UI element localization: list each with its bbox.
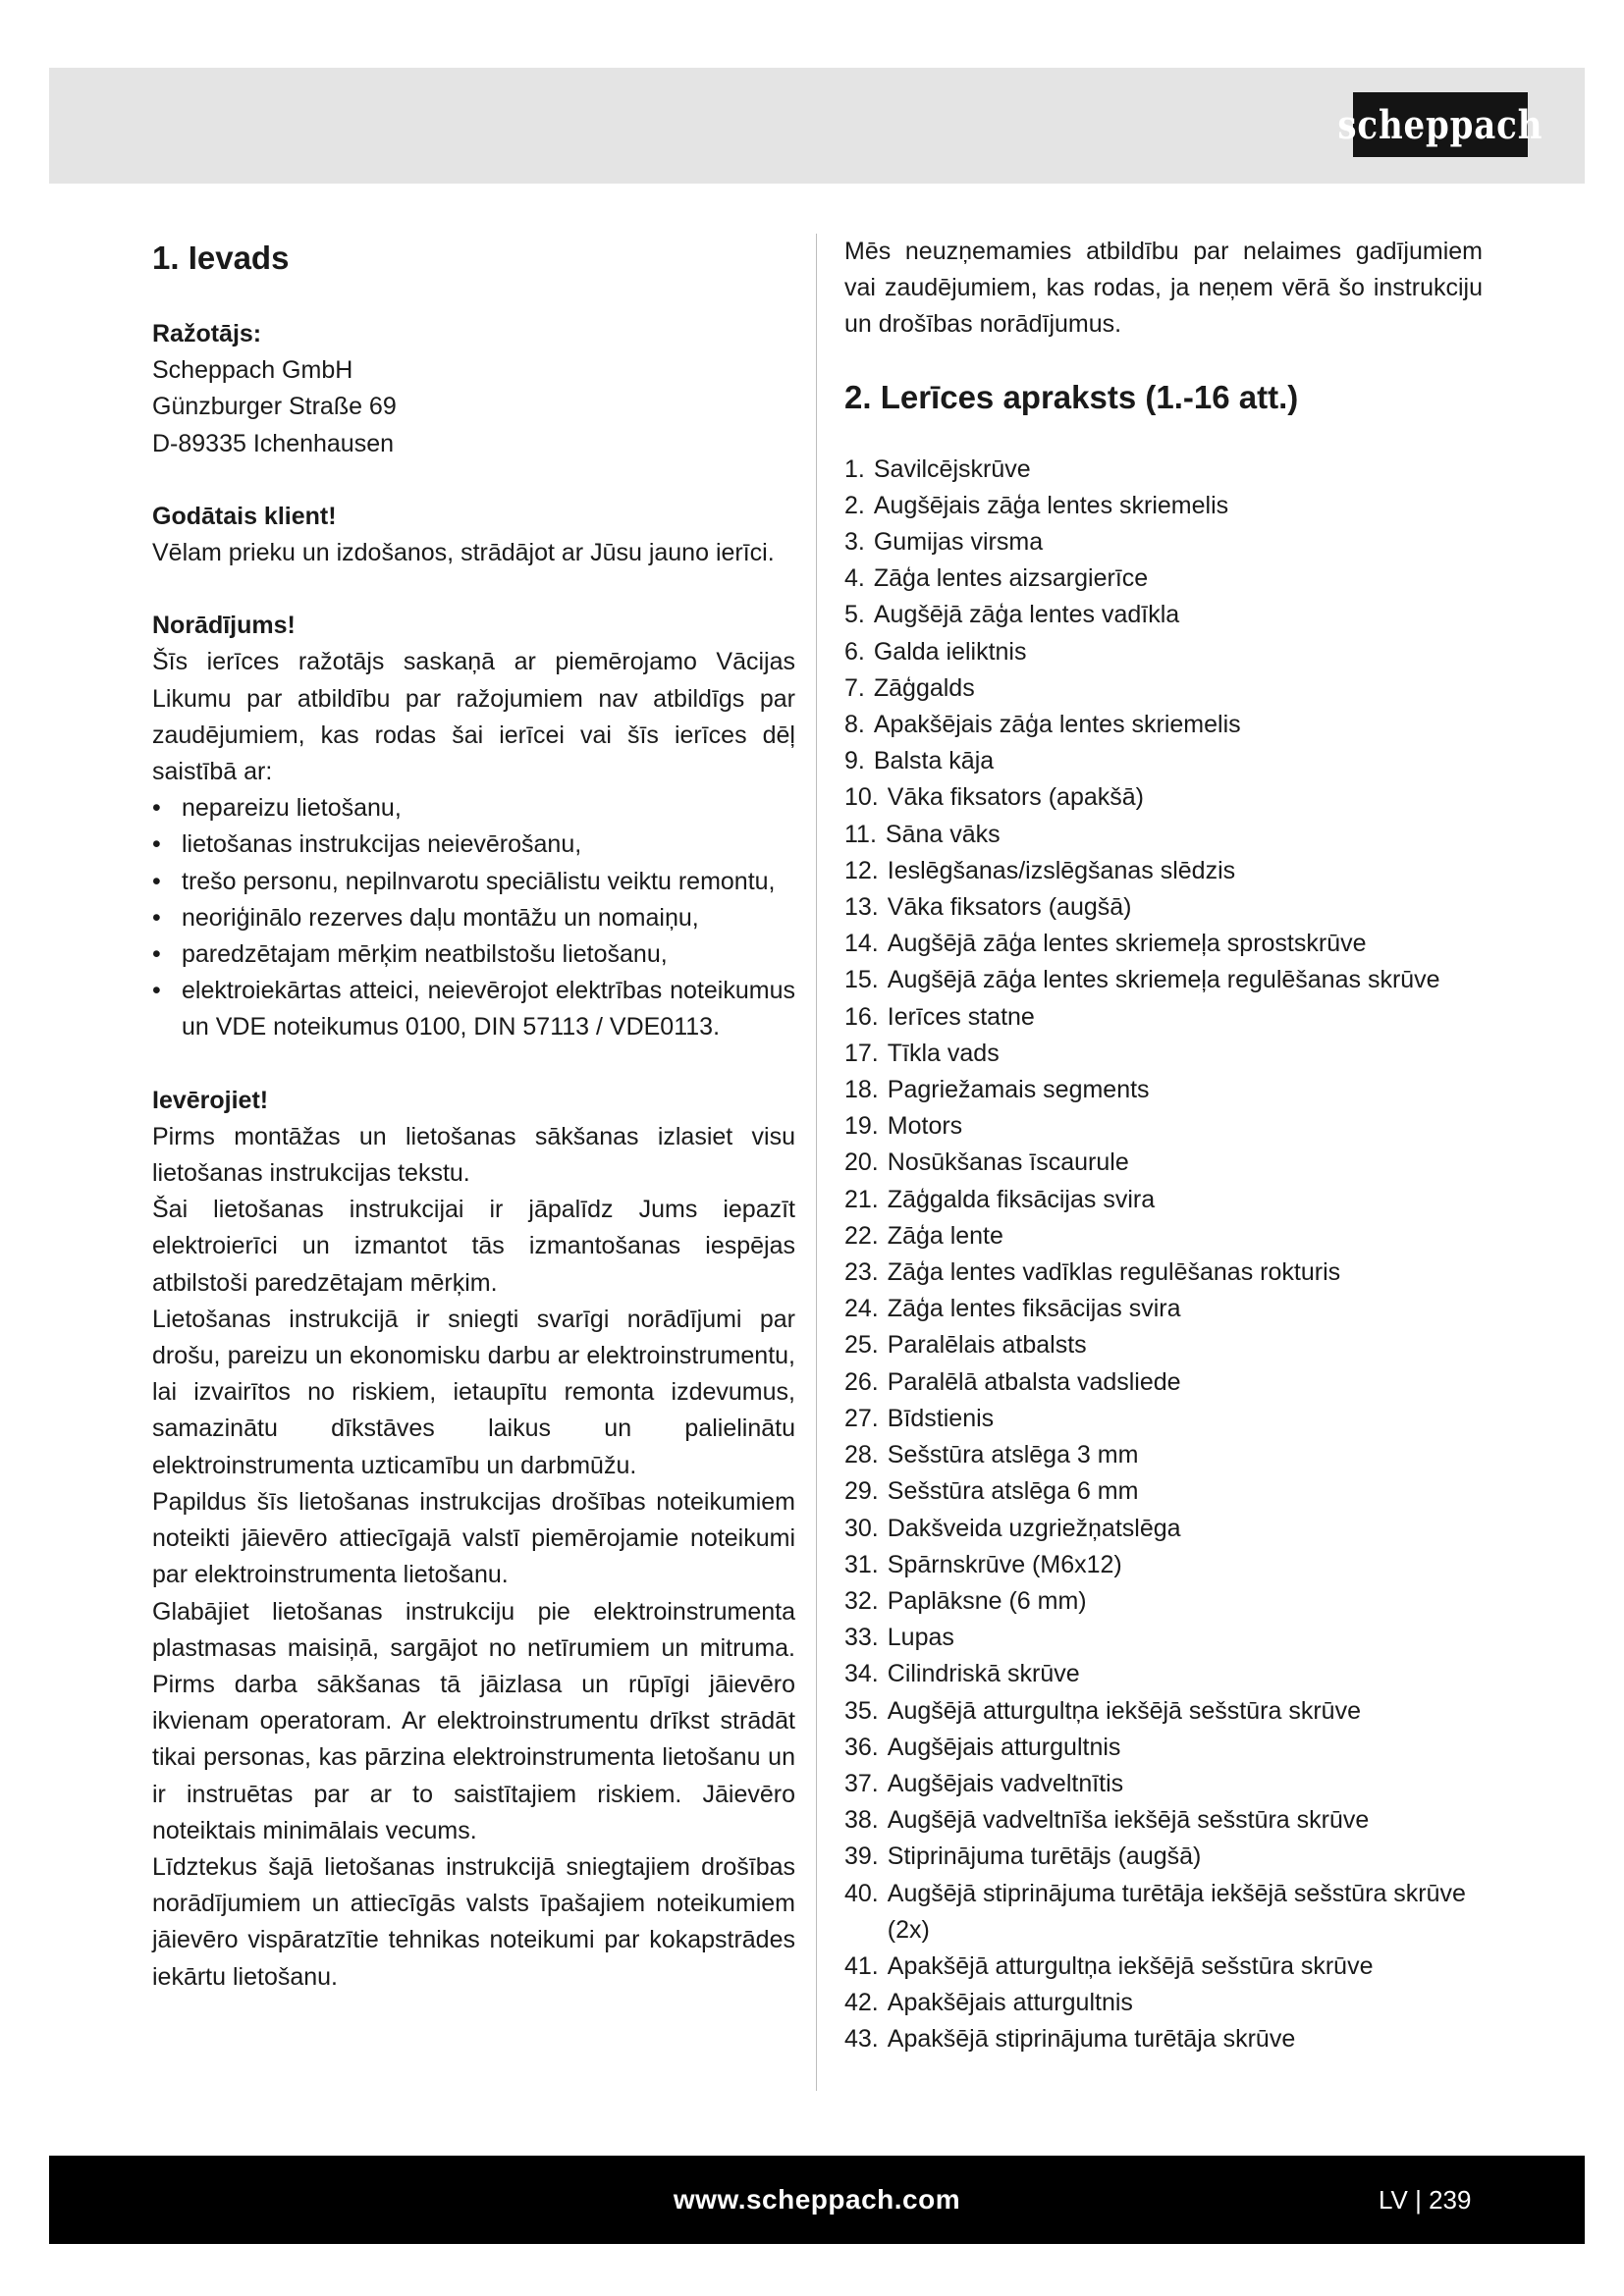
attention-label: Ievērojiet! xyxy=(152,1086,269,1114)
part-number: 21. xyxy=(844,1185,879,1213)
attention-paragraph: Glabājiet lietošanas instrukciju pie elektroinstrumenta plastmasas maisiņā, sargājot no netīrumiem un mitruma. Pirms darba sākšanas tā jāizlasa un rūpīgi jāievēro ikvienam operatoram. Ar elektroinstrumentu drīkst strādāt tikai personas, kas pārzina elektroinstrumenta lietošanu un ir instruētas par ar to saistītajiem riskiem. Jāievēro noteiktais minimālais vecums. xyxy=(152,1597,795,1844)
attention-paragraph: Papildus šīs lietošanas instrukcijas drošības noteikumiem noteikti jāievēro attiecīgajā valstī piemērojamie noteikumi par elektroinstrumenta lietošanu. xyxy=(152,1487,795,1589)
part-name: Pagriežamais segments xyxy=(887,1076,1150,1104)
part-number: 26. xyxy=(844,1367,879,1396)
list-item xyxy=(844,524,1483,561)
part-name: Augšējā zāģa lentes skriemeļa sprostskrūve xyxy=(887,930,1367,958)
part-number: 32. xyxy=(844,1586,879,1615)
footer-website-link[interactable]: www.scheppach.com xyxy=(673,2184,961,2215)
part-number: 13. xyxy=(844,893,879,922)
logo-text: scheppach xyxy=(1337,101,1543,148)
part-name: Gumijas virsma xyxy=(873,528,1044,557)
part-number: 36. xyxy=(844,1733,879,1761)
list-item xyxy=(844,634,1483,670)
list-item xyxy=(844,1766,1483,1802)
list-item: • trešo personu, nepilnvarotu speciālistu veiktu remontu, xyxy=(152,864,795,900)
list-item xyxy=(844,670,1483,707)
part-number: 1. xyxy=(844,454,865,483)
part-name: Paplāksne (6 mm) xyxy=(887,1586,1087,1615)
list-item: • elektroiekārtas atteici, neievērojot elektrības noteikumus un VDE noteikumus 0100, DIN 57113 / VDE0113. xyxy=(152,973,795,1045)
list-item xyxy=(844,1656,1483,1692)
list-item xyxy=(844,779,1483,816)
part-name: Paralēlā atbalsta vadsliede xyxy=(887,1367,1181,1396)
list-item: • lietošanas instrukcijas neievērošanu, xyxy=(152,827,795,863)
greeting-label: Godātais klient! xyxy=(152,502,337,530)
list-item xyxy=(844,1291,1483,1327)
part-name: Augšējā zāģa lentes skriemeļa regulēšanas skrūve xyxy=(887,966,1440,994)
part-number: 5. xyxy=(844,601,865,629)
list-item xyxy=(844,1949,1483,1985)
list-item: • neoriģinālo rezerves daļu montāžu un nomaiņu, xyxy=(152,900,795,936)
list-item xyxy=(844,1182,1483,1218)
list-item xyxy=(844,926,1483,962)
manufacturer-label: Ražotājs: xyxy=(152,320,262,347)
scheppach-logo xyxy=(1337,92,1543,157)
part-number: 7. xyxy=(844,673,865,702)
list-item xyxy=(844,1730,1483,1766)
footer-bar xyxy=(49,2156,1585,2244)
part-number: 2. xyxy=(844,491,865,519)
part-number: 14. xyxy=(844,930,879,958)
part-number: 43. xyxy=(844,2025,879,2054)
list-item xyxy=(844,1547,1483,1583)
list-item xyxy=(844,561,1483,597)
part-name: Nosūkšanas īscaurule xyxy=(887,1148,1129,1177)
part-name: Stiprinājuma turētājs (augšā) xyxy=(887,1842,1202,1871)
list-item xyxy=(844,1583,1483,1620)
list-item xyxy=(844,817,1483,853)
part-number: 9. xyxy=(844,747,865,775)
section-heading-introduction: 1. Ievads xyxy=(152,240,290,276)
part-number: 30. xyxy=(844,1514,879,1542)
part-name: Cilindriskā skrūve xyxy=(887,1660,1080,1688)
part-number: 40. xyxy=(844,1879,879,1907)
part-number: 23. xyxy=(844,1258,879,1287)
part-name: Apakšējais atturgultnis xyxy=(887,1989,1133,2017)
list-item xyxy=(844,488,1483,524)
part-name: Apakšējais zāģa lentes skriemelis xyxy=(873,711,1241,739)
part-number: 42. xyxy=(844,1989,879,2017)
part-name: Vāka fiksators (augšā) xyxy=(887,893,1132,922)
list-item xyxy=(844,1327,1483,1363)
section-heading-device-description: 2. Lerīces apraksts (1.-16 att.) xyxy=(844,378,1299,415)
list-item xyxy=(844,1511,1483,1547)
list-item xyxy=(844,1145,1483,1181)
list-item: • nepareizu lietošanu, xyxy=(152,790,795,827)
part-number: 6. xyxy=(844,637,865,666)
list-item xyxy=(844,962,1483,998)
part-number: 16. xyxy=(844,1002,879,1031)
part-number: 38. xyxy=(844,1806,879,1835)
manufacturer-city: D-89335 Ichenhausen xyxy=(152,429,395,457)
part-name: Savilcējskrūve xyxy=(873,454,1031,483)
list-item xyxy=(844,1473,1483,1510)
part-name: Dakšveida uzgriežņatslēga xyxy=(887,1514,1181,1542)
part-name: Galda ieliktnis xyxy=(873,637,1027,666)
disclaimer-text: Mēs neuzņemamies atbildību par nelaimes gadījumiem vai zaudējumiem, kas rodas, ja neņem vērā šo instrukciju un drošības norādījumus. xyxy=(844,238,1483,339)
part-number: 11. xyxy=(844,820,877,848)
part-number: 10. xyxy=(844,783,879,812)
part-number: 22. xyxy=(844,1221,879,1250)
part-number: 39. xyxy=(844,1842,879,1871)
list-item xyxy=(844,853,1483,889)
part-name: Paralēlais atbalsts xyxy=(887,1331,1087,1360)
part-number: 24. xyxy=(844,1295,879,1323)
part-name: Augšējais zāģa lentes skriemelis xyxy=(873,491,1229,519)
part-name: Balsta kāja xyxy=(873,747,995,775)
notice-bullet-list xyxy=(152,790,795,1045)
part-number: 18. xyxy=(844,1076,879,1104)
part-name: Augšējā vadveltnīša iekšējā sešstūra skrūve xyxy=(887,1806,1370,1835)
part-number: 35. xyxy=(844,1696,879,1725)
part-name: Augšējā zāģa lentes vadīkla xyxy=(873,601,1180,629)
part-number: 34. xyxy=(844,1660,879,1688)
list-item xyxy=(844,1839,1483,1875)
part-name: Zāģa lentes fiksācijas svira xyxy=(887,1295,1181,1323)
part-name: Augšējais vadveltnītis xyxy=(887,1769,1124,1797)
part-number: 3. xyxy=(844,528,865,557)
part-number: 20. xyxy=(844,1148,879,1177)
part-name: Augšējā stiprinājuma turētāja iekšējā sešstūra skrūve (2x) xyxy=(887,1879,1466,1944)
page-number: LV | 239 xyxy=(1379,2184,1472,2215)
part-number: 17. xyxy=(844,1039,879,1067)
list-item xyxy=(844,889,1483,926)
list-item: • paredzētajam mērķim neatbilstošu lietošanu, xyxy=(152,936,795,973)
part-number: 27. xyxy=(844,1404,879,1432)
part-number: 31. xyxy=(844,1550,879,1578)
attention-paragraph: Līdztekus šajā lietošanas instrukcijā sniegtajiem drošības norādījumiem un attiecīgās valsts īpašajiem noteikumiem jāievēro vispāratzītie tehnikas noteikumi par kokapstrādes iekārtu lietošanu. xyxy=(152,1852,795,1991)
list-item xyxy=(844,743,1483,779)
list-item xyxy=(844,1036,1483,1072)
part-number: 8. xyxy=(844,711,865,739)
list-item xyxy=(844,1876,1483,1949)
part-number: 33. xyxy=(844,1624,879,1652)
list-item xyxy=(844,1437,1483,1473)
part-name: Augšējā atturgultņa iekšējā sešstūra skrūve xyxy=(887,1696,1361,1725)
part-name: Zāģa lentes vadīklas regulēšanas rokturis xyxy=(887,1258,1341,1287)
attention-paragraph: Šai lietošanas instrukcijai ir jāpalīdz Jums iepazīt elektroierīci un izmantot tās izmantošanas iespējas atbilstoši paredzētajam mērķim. xyxy=(152,1196,795,1297)
list-item xyxy=(844,707,1483,743)
attention-paragraph: Pirms montāžas un lietošanas sākšanas izlasiet visu lietošanas instrukcijas tekstu. xyxy=(152,1122,795,1188)
part-name: Sāna vāks xyxy=(885,820,1001,848)
part-number: 29. xyxy=(844,1477,879,1506)
part-name: Zāģgalds xyxy=(873,673,975,702)
part-name: Zāģa lentes aizsargierīce xyxy=(873,564,1149,593)
list-item xyxy=(844,1620,1483,1656)
part-name: Zāģgalda fiksācijas svira xyxy=(887,1185,1156,1213)
list-item xyxy=(844,1364,1483,1401)
part-name: Sešstūra atslēga 3 mm xyxy=(887,1441,1139,1469)
list-item xyxy=(844,1401,1483,1437)
part-name: Apakšējā atturgultņa iekšējā sešstūra skrūve xyxy=(887,1951,1374,1980)
list-item xyxy=(844,1985,1483,2021)
part-number: 28. xyxy=(844,1441,879,1469)
list-item xyxy=(844,2021,1483,2057)
list-item xyxy=(844,597,1483,633)
manufacturer-street: Günzburger Straße 69 xyxy=(152,393,397,421)
list-item xyxy=(844,1255,1483,1291)
list-item xyxy=(844,1693,1483,1730)
part-number: 4. xyxy=(844,564,865,593)
part-name: Bīdstienis xyxy=(887,1404,995,1432)
part-name: Ierīces statne xyxy=(887,1002,1035,1031)
list-item xyxy=(844,1072,1483,1108)
part-name: Vāka fiksators (apakšā) xyxy=(887,783,1144,812)
part-number: 37. xyxy=(844,1769,879,1797)
part-name: Zāģa lente xyxy=(887,1221,1003,1250)
column-divider xyxy=(816,234,817,2091)
notice-label: Norādījums! xyxy=(152,612,296,640)
part-number: 19. xyxy=(844,1112,879,1141)
part-name: Spārnskrūve (M6x12) xyxy=(887,1550,1122,1578)
part-number: 25. xyxy=(844,1331,879,1360)
part-name: Motors xyxy=(887,1112,963,1141)
greeting-text: Vēlam prieku un izdošanos, strādājot ar Jūsu jauno ierīci. xyxy=(152,539,775,567)
notice-text: Šīs ierīces ražotājs saskaņā ar piemērojamo Vācijas Likumu par atbildību par ražojumiem nav atbildīgs par zaudējumiem, kas rodas šai ierīcei vai šīs ierīces dēļ saistībā ar: xyxy=(152,648,795,786)
attention-paragraph: Lietošanas instrukcijā ir sniegti svarīgi norādījumi par drošu, pareizu un ekonomisku darbu ar elektroinstrumentu, lai izvairītos no riskiem, ietaupītu remonta izdevumus, samazinātu dīkstāves laikus un palielinātu elektroinstrumenta uzticamību un darbmūžu. xyxy=(152,1305,795,1479)
part-number: 41. xyxy=(844,1951,879,1980)
part-name: Apakšējā stiprinājuma turētāja skrūve xyxy=(887,2025,1296,2054)
part-name: Ieslēgšanas/izslēgšanas slēdzis xyxy=(887,856,1236,884)
part-name: Tīkla vads xyxy=(887,1039,1000,1067)
list-item xyxy=(844,452,1483,488)
left-column xyxy=(152,234,795,1996)
part-name: Lupas xyxy=(887,1624,954,1652)
list-item xyxy=(844,1108,1483,1145)
right-column xyxy=(844,234,1483,2058)
list-item xyxy=(844,1218,1483,1255)
parts-list xyxy=(844,452,1483,2058)
part-name: Sešstūra atslēga 6 mm xyxy=(887,1477,1139,1506)
part-name: Augšējais atturgultnis xyxy=(887,1733,1121,1761)
list-item xyxy=(844,1802,1483,1839)
part-number: 15. xyxy=(844,966,879,994)
list-item xyxy=(844,999,1483,1036)
part-number: 12. xyxy=(844,856,879,884)
manufacturer-name: Scheppach GmbH xyxy=(152,356,353,385)
